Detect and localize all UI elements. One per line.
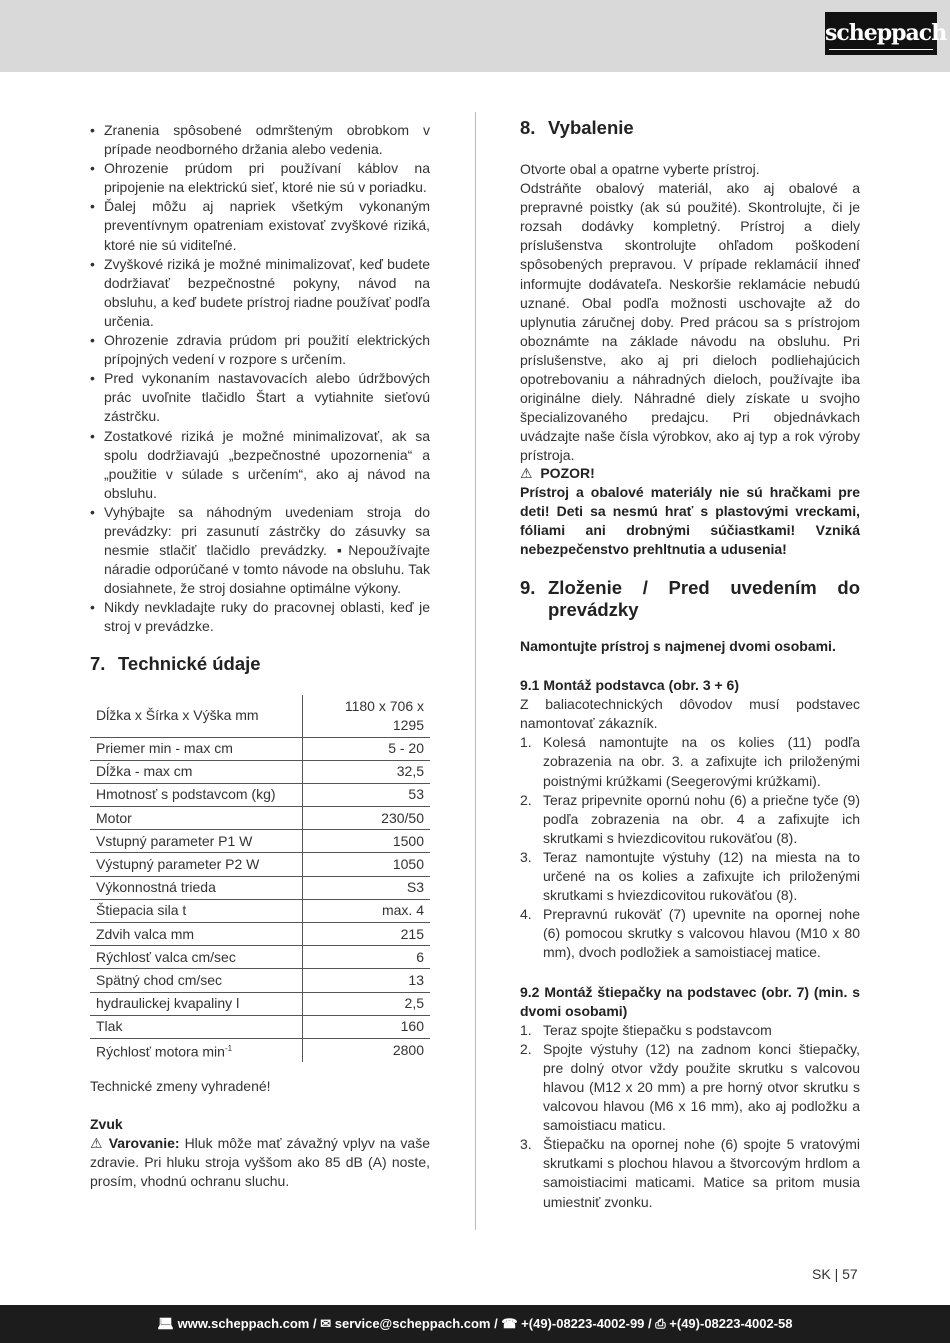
fax-icon: ⎙ (655, 1316, 666, 1331)
bullet-item: • Pred vykonaním nastavovacích alebo údržbových prác uvoľnite tlačidlo Štart a vytiahnite sieťovú zástrčku. (90, 369, 430, 426)
spec-label-text: Dĺžka x Šírka x Výška mm (96, 707, 259, 724)
phone-icon: ☎ (501, 1316, 518, 1331)
bullet-item: • Ohrozenie prúdom pri používaní káblov na pripojenie na elektrickú sieť, ktoré nie sú v poriadku. (90, 159, 430, 197)
table-row (90, 760, 430, 783)
table-row (90, 899, 430, 922)
step-item (520, 1021, 860, 1040)
scheppach-logo: scheppach (825, 12, 937, 55)
section-9-1-heading: 9.1 Montáž podstavca (obr. 3 + 6) (520, 677, 740, 694)
warning-icon: ⚠ (90, 1135, 104, 1152)
spec-label (90, 992, 302, 1015)
table-row (90, 830, 430, 853)
spec-label (90, 946, 302, 969)
footer-bar: 💻︎ www.scheppach.com / ✉ service@scheppach.com / ☎ +(49)-08223-4002-99 / ⎙ +(49)-08223-4002-58 (0, 1305, 950, 1343)
tech-note: Technické zmeny vyhradené! (90, 1078, 271, 1094)
section-8 (520, 117, 860, 466)
spec-value: 215 (302, 923, 430, 946)
step-item (520, 791, 860, 848)
table-row (90, 946, 430, 969)
bullet-item: • Zvyškové riziká je možné minimalizovať, keď budete dodržiavať bezpečnostné pokyny, návod na obsluhu, a keď budete prístroj riadne používať podľa určenia. (90, 255, 430, 331)
page-number: SK | 57 (812, 1266, 858, 1282)
table-row (90, 1015, 430, 1038)
spec-value: 32,5 (302, 760, 430, 783)
pozor-block (520, 464, 860, 559)
table-row (90, 1038, 430, 1061)
spec-label-text: Priemer min - max cm (96, 740, 233, 757)
bullet-item: • Zranenia spôsobené odmršteným obrobkom v prípade neodborného držania alebo vedenia. (90, 121, 430, 159)
pozor-text: Prístroj a obalové materiály nie sú hračkami pre deti! Deti sa nesmú hrať s plastovými vreckami, fóliami ani drobnými súčiastkami! Vzniká nebezpečenstvo prehltnutia a udusenia! (520, 484, 860, 558)
spec-value: 1180 x 706 x 1295 (302, 695, 430, 737)
spec-label-text: Výkonnostná trieda (96, 879, 216, 896)
step-number: 2. (520, 1040, 532, 1057)
spec-label-text: Dĺžka - max cm (96, 763, 193, 780)
email-link[interactable]: service@scheppach.com (334, 1316, 491, 1331)
spec-value: 13 (302, 969, 430, 992)
table-row (90, 923, 430, 946)
step-text: Kolesá namontujte na os kolies (11) podľa zobrazenia na obr. 3. a zafixujte ich priloženými poistnými krúžkami (Seegerovými krúžkami). (543, 734, 860, 789)
section-8-heading: 8. Vybalenie (520, 117, 634, 138)
section-9-heading: 9. Zloženie / Pred uvedením do prevádzky (520, 577, 860, 620)
spec-label-text: Hmotnosť s podstavcom (kg) (96, 786, 276, 803)
bullet-item: • Vyhýbajte sa náhodným uvedeniam stroja do prevádzky: pri zasunutí zástrčky do zásuvky sa nesmie stlačiť tlačidlo prevádzky. ▪Nepoužívajte náradie odporúčané v tomto návode na obsluhu. Tak dosiahnete, že stroj dosiahne optimálne výkony. (90, 503, 430, 598)
table-row (90, 783, 430, 806)
spec-label (90, 807, 302, 830)
spec-label-text: Tlak (96, 1018, 123, 1035)
spec-label (90, 737, 302, 760)
table-row (90, 853, 430, 876)
spec-label (90, 695, 302, 737)
step-text: Prepravnú rukoväť (7) upevnite na opornej nohe (6) pomocou skrutky s valcovou hlavou (M10 x 80 mm), dvoch podložiek a samoistiacej matice. (543, 906, 860, 961)
unpack-text: Odstráňte obalový materiál, ako aj obalové a prepravné poistky (ak sú použité). Skontrolujte, či je rozsah dodávky kompletný. Prístroj a diely príslušenstva skontrolujte ohľadom poškodení spôsobených prepravou. V prípade reklamácií ihneď informujte dodávateľa. Neskoršie reklamácie nebudú uznané. Obal podľa možnosti uschovajte až do uplynutia záručnej doby. Pred prácou sa s prístrojom oboznámte na základe návodu na obsluhu. Pri príslušenstve, ako aj pri dieloch podliehajúcich opotrebovaniu a náhradných dieloch, používajte iba originálne diely. Náhradné diely získate u svojho špecializovaného predajcu. Pri objednávkach uvádzajte naše čísla výrobkov, ako aj typ a rok výroby prístroja. (520, 180, 860, 464)
step-number: 3. (520, 1136, 532, 1153)
section-9-1-intro: Z baliacotechnických dôvodov musí podstavec namontovať zákazník. (520, 696, 860, 732)
column-divider (475, 112, 476, 1230)
header-bar (0, 0, 950, 72)
tech-note-block (90, 1077, 430, 1191)
section-7 (90, 653, 430, 675)
step-text: Spojte výstuhy (12) na zadnom konci štiepačky, pre dolný otvor vždy použite skrutku s valcovou hlavou (M12 x 20 mm) a pre horný otvor skrutku s valcovou hlavou (M6 x 16 mm), ako aj podložku a samoistiacu maticu. (543, 1040, 860, 1134)
warning-icon: ⚠ (520, 465, 533, 481)
spec-value: 5 - 20 (302, 737, 430, 760)
spec-label-text: hydraulickej kvapaliny l (96, 995, 240, 1012)
step-number: 1. (520, 734, 532, 751)
spec-label-text: Vstupný parameter P1 W (96, 832, 253, 849)
sound-warning: ⚠ Varovanie: Hluk môže mať závažný vplyv na vaše zdravie. Pri hluku stroja vyššom ako 85 dB (A) noste, prosím, vhodnú ochranu sluchu. (90, 1135, 431, 1190)
bullet-item: • Ďalej môžu aj napriek všetkým vykonaným preventívnym opatreniam existovať zvyškové riziká, ktoré nie sú viditeľné. (90, 197, 430, 254)
step-number: 3. (520, 848, 532, 865)
step-item (520, 1040, 860, 1135)
table-row (90, 807, 430, 830)
section-7-heading: 7. Technické údaje (90, 653, 261, 674)
spec-value: max. 4 (302, 899, 430, 922)
section-9 (520, 577, 860, 1212)
phone-number: +(49)-08223-4002-99 (521, 1316, 645, 1331)
spec-label (90, 969, 302, 992)
spec-value: S3 (302, 876, 430, 899)
spec-label (90, 760, 302, 783)
spec-label-text: Spätný chod cm/sec (96, 971, 223, 988)
step-number: 2. (520, 791, 532, 808)
table-row (90, 969, 430, 992)
spec-label (90, 1038, 302, 1061)
bullet-item: • Ohrozenie zdravia prúdom pri použití elektrických prípojných vedení v rozpore s určením. (90, 331, 430, 369)
step-item (520, 733, 860, 790)
spec-label-text: Motor (96, 809, 132, 826)
spec-value: 2800 (302, 1038, 430, 1061)
step-text: Teraz namontujte výstuhy (12) na miesta na to určené na os kolies a zafixujte ich priloženými skrutkami s hviezdicovitou rukoväťou (8). (543, 848, 860, 904)
spec-label (90, 830, 302, 853)
table-row (90, 992, 430, 1015)
step-number: 1. (520, 1021, 532, 1038)
bullet-item: • Zostatkové riziká je možné minimalizovať, ak sa spolu dodržiavajú „bezpečnostné upozornenia“ a „použitie v súlade s určením“, ako aj návod na obsluhu. (90, 427, 430, 503)
spec-label (90, 1015, 302, 1038)
spec-label-text: Rýchlosť motora min (96, 1043, 225, 1060)
table-row (90, 737, 430, 760)
tech-data-table-wrap (90, 695, 430, 1062)
pozor-heading: ⚠ POZOR! (520, 465, 595, 481)
spec-value: 230/50 (302, 807, 430, 830)
spec-value: 2,5 (302, 992, 430, 1015)
step-number: 4. (520, 906, 532, 923)
spec-label-text: Štiepacia sila t (96, 902, 187, 919)
fax-number: +(49)-08223-4002-58 (669, 1316, 793, 1331)
table-row (90, 695, 430, 737)
spec-label (90, 876, 302, 899)
step-text: Štiepačku na opornej nohe (6) spojte 5 vratovými skrutkami s plochou hlavou a štvorcovým hrdlom a samoistiacimi maticami. Matice sa pritom musia umiestniť zvonku. (543, 1136, 860, 1210)
step-item (520, 905, 860, 962)
spec-label (90, 923, 302, 946)
computer-icon: 💻︎ (157, 1316, 174, 1331)
section-9-2-heading: 9.2 Montáž štiepačky na podstavec (obr. 7) (min. s dvomi osobami) (520, 983, 860, 1019)
spec-value: 160 (302, 1015, 430, 1038)
spec-value: 1500 (302, 830, 430, 853)
bullet-item: • Nikdy nevkladajte ruky do pracovnej oblasti, keď je stroj v prevádzke. (90, 598, 430, 636)
sound-title: Zvuk (90, 1116, 123, 1133)
spec-label (90, 899, 302, 922)
spec-label-text: Rýchlosť valca cm/sec (96, 948, 236, 965)
assembly-intro: Namontujte prístroj s najmenej dvomi osobami. (520, 638, 836, 654)
mail-icon: ✉ (320, 1316, 332, 1331)
tech-data-table (90, 695, 430, 1062)
superscript: -1 (224, 1043, 233, 1053)
spec-value: 53 (302, 783, 430, 806)
spec-label (90, 783, 302, 806)
table-row (90, 876, 430, 899)
spec-value: 1050 (302, 853, 430, 876)
residual-risks-list (90, 121, 430, 637)
spec-value: 6 (302, 946, 430, 969)
spec-label-text: Výstupný parameter P2 W (96, 856, 260, 873)
spec-label (90, 853, 302, 876)
step-item (520, 848, 860, 905)
step-item (520, 1135, 860, 1211)
website-link[interactable]: www.scheppach.com (177, 1316, 310, 1331)
step-text: Teraz spojte štiepačku s podstavcom (543, 1021, 772, 1038)
spec-label-text: Zdvih valca mm (96, 925, 195, 942)
unpack-intro: Otvorte obal a opatrne vyberte prístroj. (520, 161, 760, 177)
step-text: Teraz pripevnite opornú nohu (6) a priečne tyče (9) podľa zobrazenia na obr. 4 a zafixujte ich skrutkami s hviezdicovitou rukoväťou (8). (543, 791, 860, 846)
